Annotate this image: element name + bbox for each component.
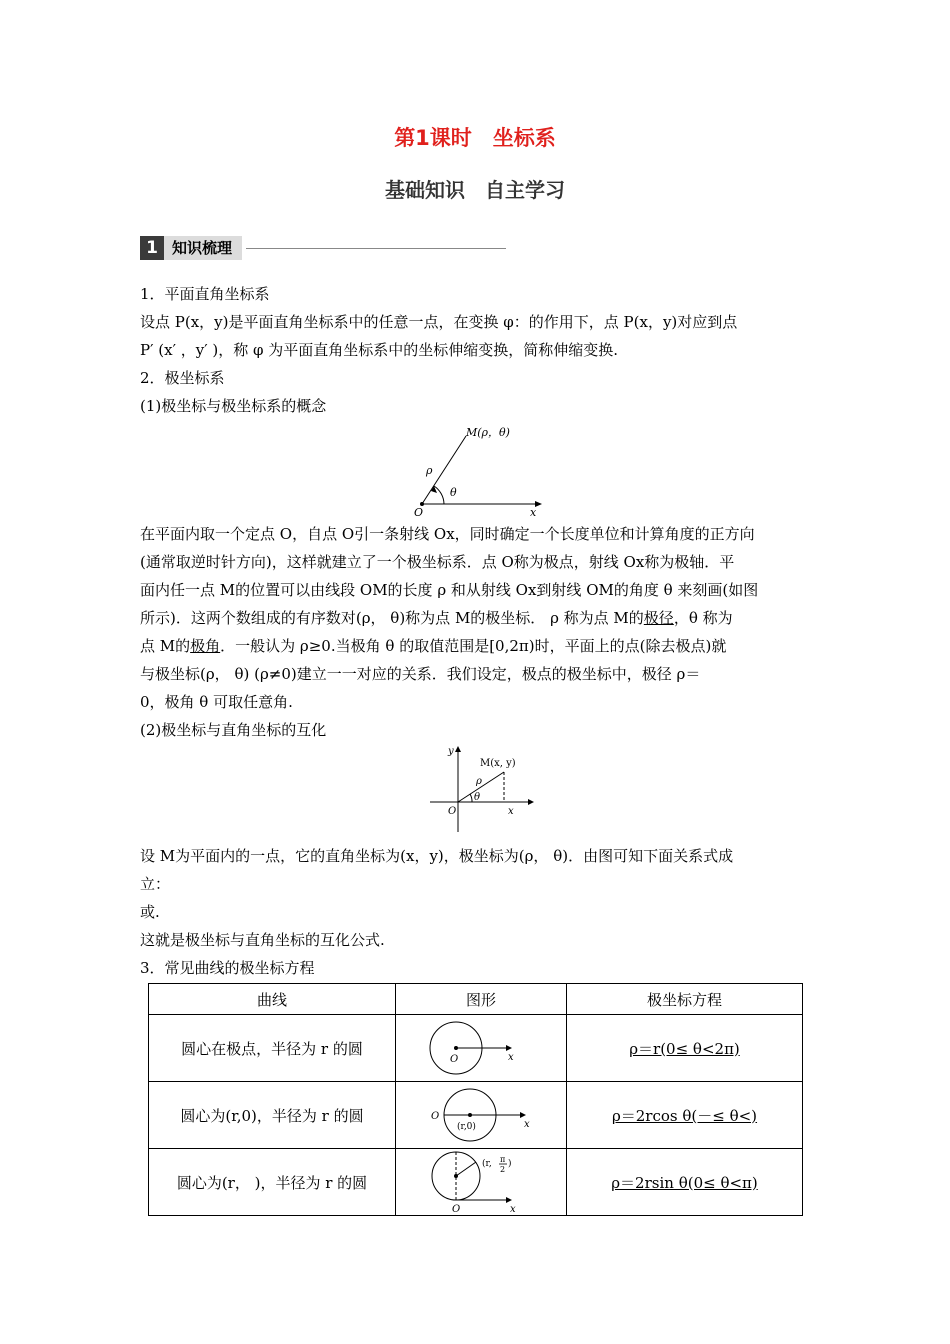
equation-cell xyxy=(567,1015,803,1082)
origin-label: O xyxy=(452,1204,461,1214)
angle-arc xyxy=(470,794,472,802)
paragraph-2f: 与极坐标(ρ， θ) (ρ≠0)建立一一对应的关系．我们设定，极点的极坐标中，极径 ρ＝ xyxy=(140,665,701,683)
paragraph-2e-text: 点 M的 xyxy=(140,637,191,655)
table-header: 极坐标方程 xyxy=(567,984,803,1015)
section-divider xyxy=(246,248,506,249)
curve-cell: 圆心为(r,0)，半径为 r 的圆 xyxy=(149,1082,396,1149)
y-arrow-icon xyxy=(455,746,461,752)
equation: ρ＝2rcos θ(－≤ θ<) xyxy=(611,1106,758,1125)
paragraph-3c: 或. xyxy=(140,903,160,921)
term-polar-angle: 极角 xyxy=(190,637,221,655)
figure-cell xyxy=(396,1015,567,1082)
equation: ρ＝r(0≤ θ<2π) xyxy=(629,1039,740,1058)
x-axis-label: x xyxy=(530,506,537,518)
table-row xyxy=(149,1082,803,1149)
center-label: (r,0) xyxy=(457,1122,476,1132)
theta-label: θ xyxy=(474,792,481,803)
circle-at-pole-figure xyxy=(426,1018,536,1078)
curve-cell: 圆心为(r， )，半径为 r 的圆 xyxy=(149,1149,396,1216)
table-row xyxy=(149,1149,803,1216)
paragraph-2c: 面内任一点 M的位置可以由线段 OM的长度 ρ 和从射线 Ox到射线 OM的角度 θ 来刻画(如图 xyxy=(140,581,759,599)
origin-label: O xyxy=(431,1111,440,1122)
circle-on-axis-figure xyxy=(426,1085,536,1145)
section-header xyxy=(140,236,506,260)
center-dot xyxy=(468,1113,472,1117)
polar-figure xyxy=(410,420,550,518)
heading-2: 2．极坐标系 xyxy=(140,369,225,387)
point-m-label: M(ρ，θ) xyxy=(466,426,510,439)
heading-2a: (1)极坐标与极坐标系的概念 xyxy=(140,397,327,415)
x-axis-label: x xyxy=(508,1052,514,1063)
table-header: 图形 xyxy=(396,984,567,1015)
equation: ρ＝2rsin θ(0≤ θ<π) xyxy=(611,1173,758,1192)
radius-line xyxy=(456,1162,476,1176)
figure-cell xyxy=(396,1149,567,1216)
paragraph-2d-text: 所示)．这两个数组成的有序数对(ρ， θ)称为点 M的极坐标． ρ 称为点 M的 xyxy=(140,609,644,627)
pi-label: π xyxy=(500,1155,506,1164)
curves-table xyxy=(148,983,803,1216)
center-dot xyxy=(454,1046,458,1050)
origin-label: O xyxy=(450,1054,459,1065)
section-label: 知识梳理 xyxy=(164,236,242,260)
origin-label: O xyxy=(448,806,457,817)
paragraph-2e xyxy=(140,636,726,656)
paragraph-2g: 0，极角 θ 可取任意角. xyxy=(140,693,293,711)
y-axis-label: y xyxy=(448,746,454,757)
x-axis-label: x xyxy=(510,1204,516,1214)
angle-arc xyxy=(434,486,444,504)
x-arrow-icon xyxy=(528,799,534,805)
rho-label: ρ xyxy=(476,776,482,787)
heading-2b: (2)极坐标与直角坐标的互化 xyxy=(140,721,327,739)
paragraph-1a: 设点 P(x，y)是平面直角坐标系中的任意一点，在变换 φ：的作用下，点 P(x，y)对应到点 xyxy=(140,313,738,331)
paragraph-3a: 设 M为平面内的一点，它的直角坐标为(x，y)，极坐标为(ρ， θ)．由图可知下面关系式成 xyxy=(140,847,734,865)
equation-cell xyxy=(567,1082,803,1149)
rho-label: ρ xyxy=(426,464,433,477)
close-paren-label: ) xyxy=(508,1159,512,1169)
arrow-icon xyxy=(506,1045,512,1051)
point-m-label: M(x, y) xyxy=(480,758,516,769)
paragraph-2a: 在平面内取一个定点 O，自点 O引一条射线 Ox，同时确定一个长度单位和计算角度的正方向 xyxy=(140,525,755,543)
heading-3: 3．常见曲线的极坐标方程 xyxy=(140,959,315,977)
center-dot xyxy=(454,1174,458,1178)
equation-cell xyxy=(567,1149,803,1216)
figure-cell xyxy=(396,1082,567,1149)
x-axis-label: x xyxy=(524,1119,530,1130)
theta-label: θ xyxy=(450,486,457,499)
table-row xyxy=(149,1015,803,1082)
origin-label: O xyxy=(414,506,424,518)
paragraph-3d: 这就是极坐标与直角坐标的互化公式. xyxy=(140,931,385,949)
paragraph-2d-tail: ，θ 称为 xyxy=(673,609,733,627)
paragraph-2b: (通常取逆时针方向)，这样就建立了一个极坐标系．点 O称为极点，射线 Ox称为极轴．平 xyxy=(140,553,735,571)
two-label: 2 xyxy=(500,1165,506,1174)
arrow-icon xyxy=(520,1112,526,1118)
curve-cell: 圆心在极点，半径为 r 的圆 xyxy=(149,1015,396,1082)
term-polar-radius: 极径 xyxy=(643,609,674,627)
paragraph-2d xyxy=(140,608,733,628)
paragraph-3b: 立： xyxy=(140,875,171,893)
paragraph-1b: P′ (x′ ，y′ )，称 φ 为平面直角坐标系中的坐标伸缩变换，简称伸缩变换. xyxy=(140,341,619,359)
section-subtitle: 基础知识 自主学习 xyxy=(385,178,565,202)
paragraph-2e-tail: ．一般认为 ρ≥0.当极角 θ 的取值范围是[0,2π)时，平面上的点(除去极点)就 xyxy=(220,637,727,655)
conversion-figure xyxy=(428,742,538,834)
table-header: 曲线 xyxy=(149,984,396,1015)
section-number: 1 xyxy=(140,236,164,260)
table-header-row xyxy=(149,984,803,1015)
page-title: 第1课时 坐标系 xyxy=(394,126,556,150)
arrow-icon xyxy=(506,1197,512,1203)
circle-on-vertical-figure xyxy=(426,1150,536,1214)
heading-1: 1．平面直角坐标系 xyxy=(140,285,270,303)
center-label: (r, xyxy=(482,1159,492,1169)
x-axis-label: x xyxy=(508,806,514,817)
